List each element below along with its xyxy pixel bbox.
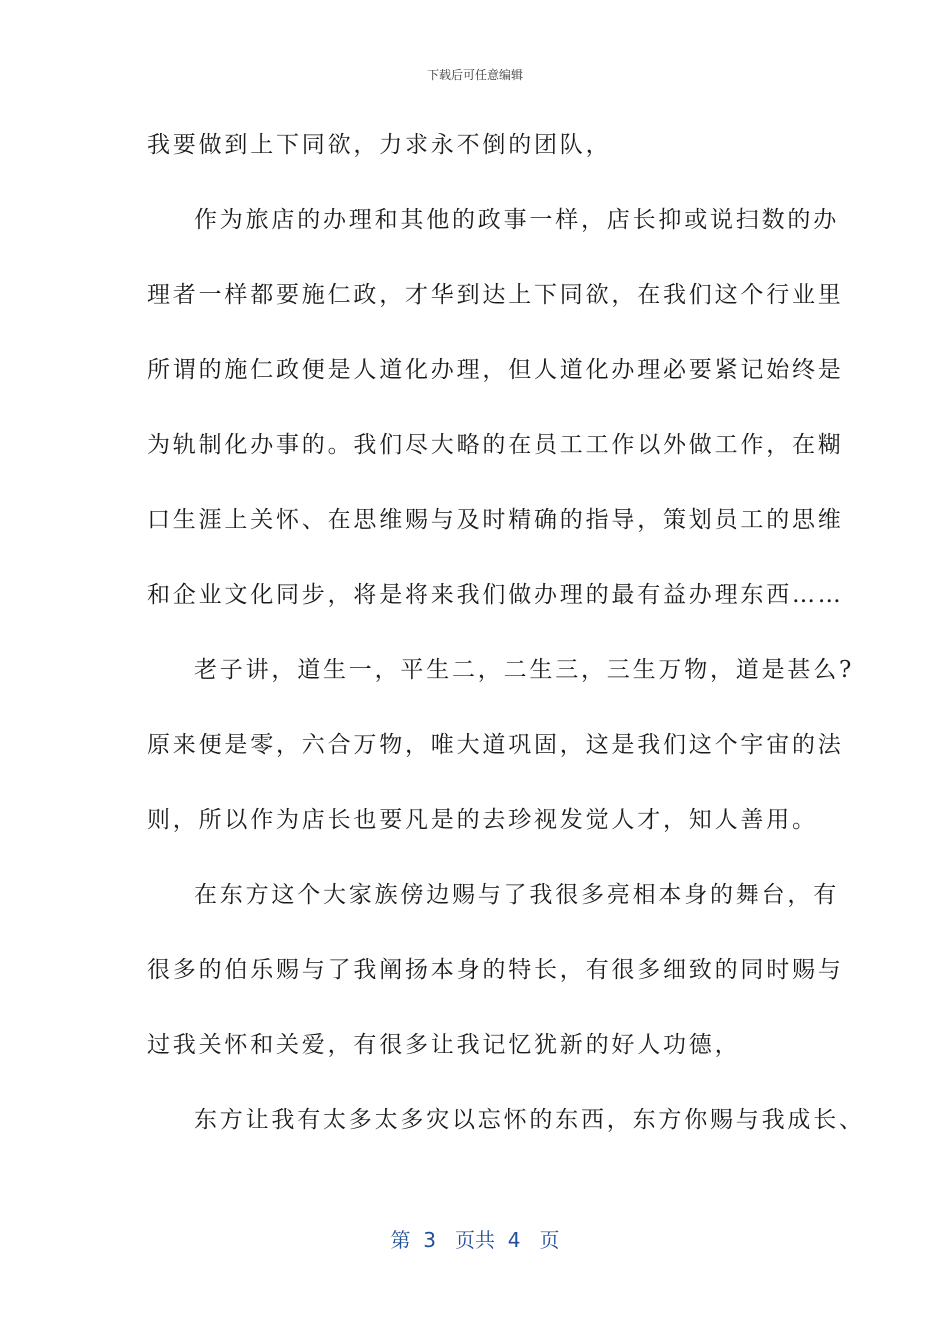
text-line: 我要做到上下同欲，力求永不倒的团队， [147, 132, 612, 158]
text-line: 和企业文化同步，将是将来我们做办理的最有益办理东西…… [147, 582, 844, 608]
page-number-footer: 第 3 页共 4 页 [390, 1228, 560, 1252]
paragraph-start-line: 作为旅店的办理和其他的政事一样，店长抑或说扫数的办 [194, 207, 839, 233]
text-line: 理者一样都要施仁政，才华到达上下同欲，在我们这个行业里 [147, 282, 844, 308]
text-line: 原来便是零，六合万物，唯大道巩固，这是我们这个宇宙的法 [147, 732, 844, 758]
document-body [147, 124, 865, 1174]
text-line: 过我关怀和关爱，有很多让我记忆犹新的好人功德， [147, 1032, 741, 1058]
page-header: 下载后可任意编辑 [426, 68, 523, 82]
text-line: 口生涯上关怀、在思维赐与及时精确的指导，策划员工的思维 [147, 507, 844, 533]
text-line: 为轨制化办事的。我们尽大略的在员工工作以外做工作，在糊 [147, 432, 844, 458]
paragraph-start-line: 东方让我有太多太多灾以忘怀的东西，东方你赐与我成长、 [194, 1107, 865, 1133]
paragraph-start-line: 在东方这个大家族傍边赐与了我很多亮相本身的舞台，有 [194, 882, 839, 908]
text-line: 则，所以作为店长也要凡是的去珍视发觉人才，知人善用。 [147, 807, 818, 833]
text-line: 所谓的施仁政便是人道化办理，但人道化办理必要紧记始终是 [147, 357, 844, 383]
text-line: 很多的伯乐赐与了我阐扬本身的特长，有很多细致的同时赐与 [147, 957, 844, 983]
paragraph-start-line: 老子讲，道生一，平生二，二生三，三生万物，道是甚么? [194, 657, 855, 683]
